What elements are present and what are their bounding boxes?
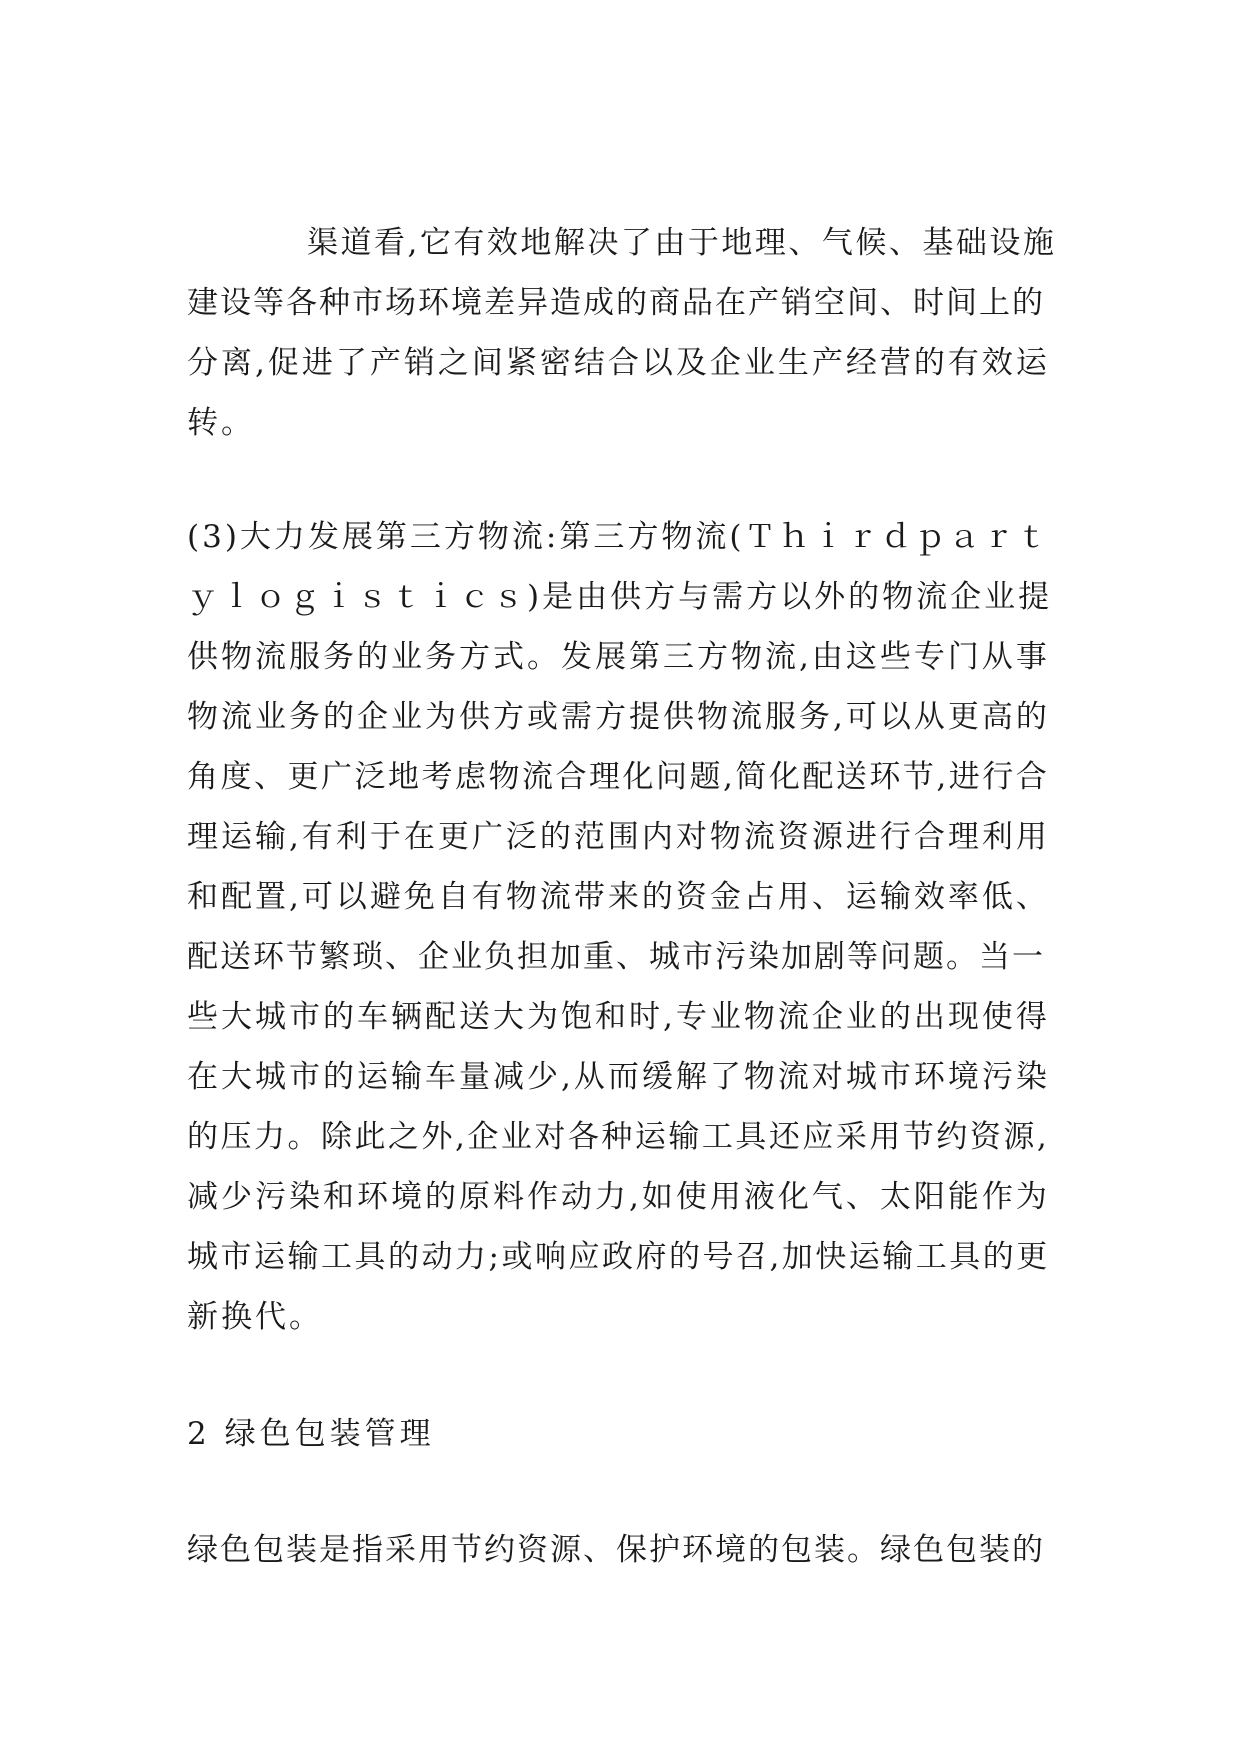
paragraph-3-line-1: 绿色包装是指采用节约资源、保护环境的包装。绿色包装的 — [187, 1532, 1045, 1568]
paragraph-2-line-9: 些大城市的车辆配送大为饱和时,专业物流企业的出现使得 — [187, 999, 1050, 1035]
paragraph-2-line-7: 和配置,可以避免自有物流带来的资金占用、运输效率低、 — [187, 879, 1050, 915]
paragraph-2-line-11: 的压力。除此之外,企业对各种运输工具还应采用节约资源, — [187, 1119, 1050, 1155]
paragraph-2-line-5: 角度、更广泛地考虑物流合理化问题,简化配送环节,进行合 — [187, 759, 1050, 795]
paragraph-2-line-10: 在大城市的运输车量减少,从而缓解了物流对城市环境污染 — [187, 1059, 1050, 1095]
paragraph-1-line-2: 建设等各种市场环境差异造成的商品在产销空间、时间上的 — [187, 285, 1045, 321]
paragraph-2-line-12: 减少污染和环境的原料作动力,如使用液化气、太阳能作为 — [187, 1179, 1050, 1215]
paragraph-2-line-13: 城市运输工具的动力;或响应政府的号召,加快运输工具的更 — [187, 1239, 1050, 1275]
paragraph-2-line-8: 配送环节繁琐、企业负担加重、城市污染加剧等问题。当一 — [187, 939, 1045, 975]
paragraph-2-line-1: (3)大力发展第三方物流:第三方物流(Ｔｈｉｒｄｐａｒｔ — [187, 519, 1051, 555]
paragraph-1-line-4: 转。 — [187, 405, 255, 441]
paragraph-2-line-2: ｙｌｏｇｉｓｔｉｃｓ)是由供方与需方以外的物流企业提 — [187, 579, 1053, 615]
paragraph-2-line-14: 新换代。 — [187, 1299, 323, 1335]
paragraph-2-line-3: 供物流服务的业务方式。发展第三方物流,由这些专门从事 — [187, 639, 1050, 675]
section-heading: 2 绿色包装管理 — [187, 1416, 435, 1452]
paragraph-1-line-1: 渠道看,它有效地解决了由于地理、气候、基础设施 — [307, 225, 1057, 261]
paragraph-1-line-3: 分离,促进了产销之间紧密结合以及企业生产经营的有效运 — [187, 345, 1050, 381]
paragraph-2-line-4: 物流业务的企业为供方或需方提供物流服务,可以从更高的 — [187, 699, 1050, 735]
paragraph-2-line-6: 理运输,有利于在更广泛的范围内对物流资源进行合理利用 — [187, 819, 1050, 855]
